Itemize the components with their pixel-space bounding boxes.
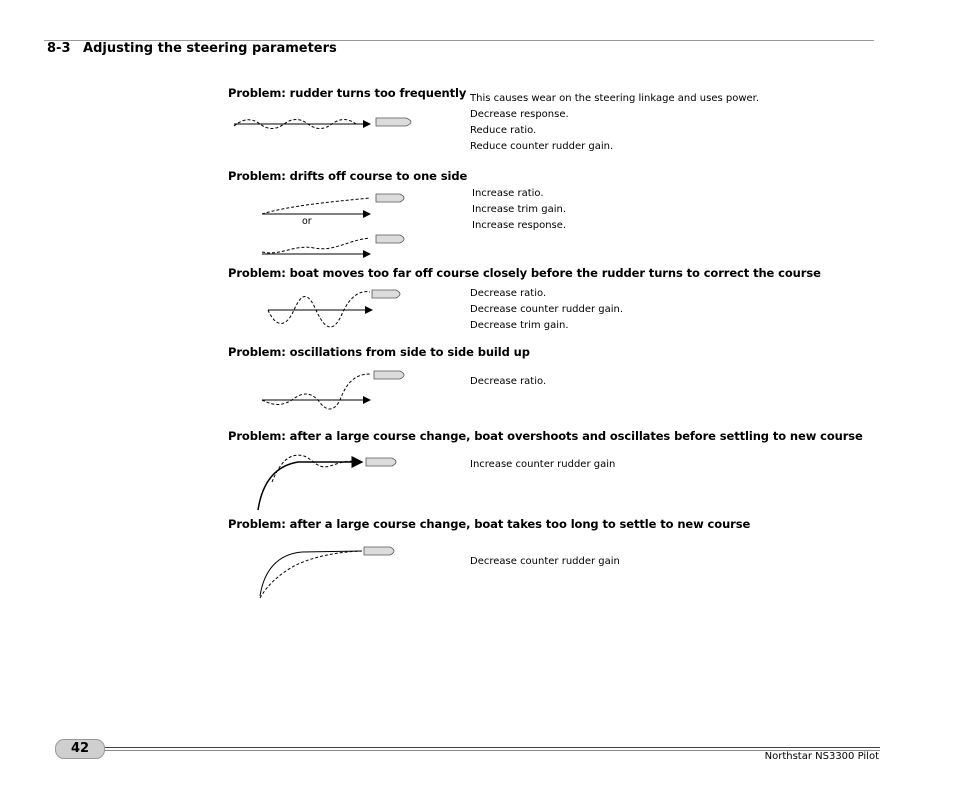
diagram-large-deviation <box>264 284 414 332</box>
remedy-list <box>472 186 566 234</box>
remedy-list <box>470 91 759 155</box>
problem-heading: Problem: rudder turns too frequently <box>228 86 467 100</box>
problem-heading: Problem: boat moves too far off course closely before the rudder turns to correct the course <box>228 266 821 280</box>
remedy-list <box>470 554 620 570</box>
diagram-drift-one-side <box>258 190 418 260</box>
remedy-item: This causes wear on the steering linkage and uses power. <box>470 93 760 104</box>
remedy-item: Increase response. <box>472 220 567 231</box>
remedy-item: Decrease response. <box>470 109 569 120</box>
section-number: 8-3 <box>47 41 71 56</box>
problem-heading: Problem: oscillations from side to side build up <box>228 345 530 359</box>
section-heading <box>47 41 337 56</box>
problem-heading: Problem: after a large course change, boat takes too long to settle to new course <box>228 517 751 531</box>
remedy-item: Decrease counter rudder gain <box>470 556 620 567</box>
diagram-overshoot <box>254 448 414 514</box>
footer-rule <box>104 747 880 748</box>
remedy-list <box>470 374 546 390</box>
problem-heading: Problem: drifts off course to one side <box>228 169 468 183</box>
remedy-list <box>470 457 615 473</box>
remedy-item: Increase ratio. <box>472 188 544 199</box>
remedy-item: Increase counter rudder gain <box>470 459 616 470</box>
footer-product: Northstar NS3300 Pilot <box>764 751 879 762</box>
page-number: 42 <box>55 739 105 759</box>
remedy-item: Reduce ratio. <box>470 125 537 136</box>
remedy-item: Decrease trim gain. <box>470 320 569 331</box>
remedy-list <box>470 286 623 334</box>
remedy-item: Reduce counter rudder gain. <box>470 141 614 152</box>
remedy-item: Decrease counter rudder gain. <box>470 304 624 315</box>
remedy-item: Increase trim gain. <box>472 204 566 215</box>
problem-heading: Problem: after a large course change, boat overshoots and oscillates before settling to new course <box>228 429 863 443</box>
diagram-separator: or <box>302 216 312 227</box>
diagram-rudder-frequent <box>230 110 420 140</box>
footer-rule <box>104 750 880 751</box>
diagram-slow-settle <box>254 538 414 602</box>
diagram-oscillation-build-up <box>258 366 418 418</box>
remedy-item: Decrease ratio. <box>470 376 547 387</box>
remedy-item: Decrease ratio. <box>470 288 547 299</box>
section-title: Adjusting the steering parameters <box>83 41 337 56</box>
